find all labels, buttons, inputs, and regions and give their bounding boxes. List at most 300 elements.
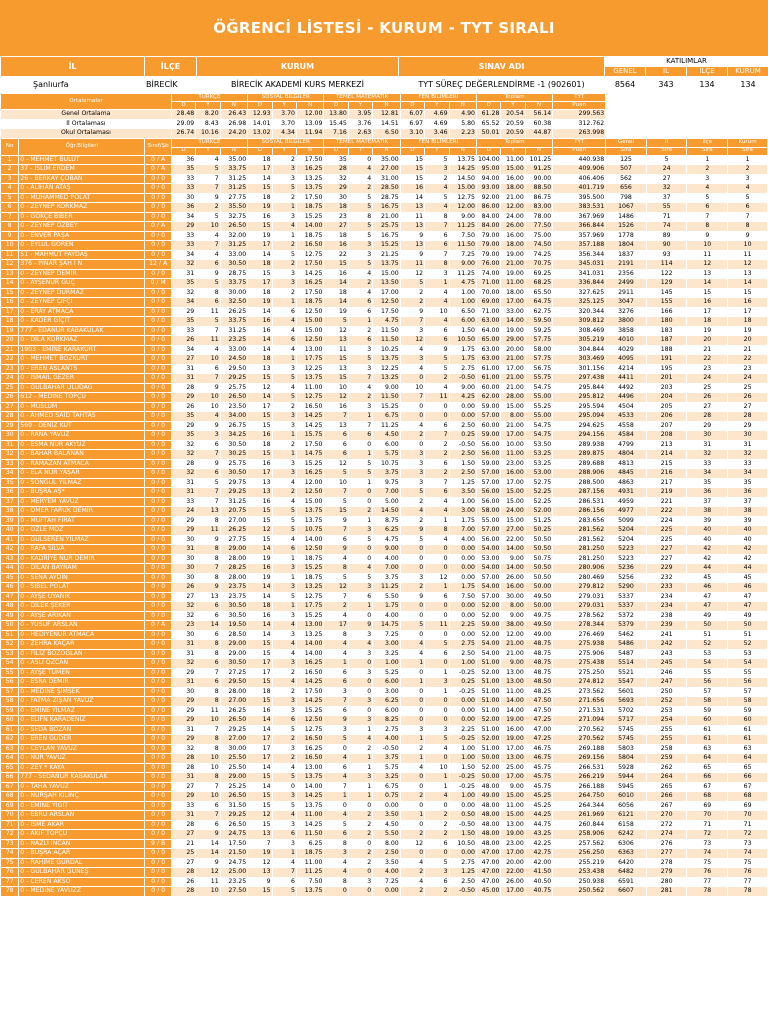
cell: 16 xyxy=(400,184,424,194)
table-row[interactable] xyxy=(1,450,768,460)
row-number: 11 xyxy=(1,250,19,260)
table-row[interactable] xyxy=(1,298,768,308)
cell: 11 xyxy=(425,393,449,403)
cell: 1.00 xyxy=(449,288,476,298)
rank-cell: 1804 xyxy=(606,241,647,251)
table-row[interactable] xyxy=(1,716,768,726)
cell: 8.00 xyxy=(501,602,525,612)
rank-cell: 238 xyxy=(646,611,687,621)
head-sira-2: Sıra xyxy=(687,147,728,155)
table-row[interactable] xyxy=(1,184,768,194)
average-value: 29.09 xyxy=(171,119,195,129)
cell: 6 xyxy=(196,364,220,374)
cell: 0 xyxy=(400,820,424,830)
table-row[interactable] xyxy=(1,488,768,498)
cell: 6 xyxy=(324,440,348,450)
cell: 29 xyxy=(171,792,195,802)
table-row[interactable] xyxy=(1,288,768,298)
cell: 6 xyxy=(196,260,220,270)
table-row[interactable] xyxy=(1,801,768,811)
rank-cell: 5223 xyxy=(606,554,647,564)
cell: 2.75 xyxy=(449,364,476,374)
table-row[interactable] xyxy=(1,706,768,716)
student-name: 0 - EYLÜL GÖREN xyxy=(19,241,145,251)
table-row[interactable] xyxy=(1,355,768,365)
cell: 2 xyxy=(425,830,449,840)
student-name: 0 - DİLEK ŞEKER xyxy=(19,602,145,612)
cell: 14.00 xyxy=(296,782,323,792)
row-number: 29 xyxy=(1,421,19,431)
cell: 15 xyxy=(248,450,272,460)
cell: 3 xyxy=(272,469,296,479)
table-row[interactable] xyxy=(1,393,768,403)
katilim-ilce-header: İLÇE xyxy=(687,67,728,77)
cell: 45.00 xyxy=(476,887,500,897)
cell: 13 xyxy=(324,364,348,374)
table-row[interactable] xyxy=(1,725,768,735)
table-row[interactable] xyxy=(1,545,768,555)
class-section: 0 / 0 xyxy=(145,725,171,735)
table-row[interactable] xyxy=(1,421,768,431)
table-row[interactable] xyxy=(1,630,768,640)
cell: 52.00 xyxy=(476,602,500,612)
cell: 5 xyxy=(272,184,296,194)
class-section: 0 / 0 xyxy=(145,288,171,298)
table-row[interactable] xyxy=(1,165,768,175)
table-row[interactable] xyxy=(1,269,768,279)
cell: 2.50 xyxy=(449,421,476,431)
table-row[interactable] xyxy=(1,516,768,526)
tyt-score: 297.438 xyxy=(553,374,606,384)
cell: 13 xyxy=(324,421,348,431)
cell: 1 xyxy=(348,782,372,792)
rank-cell: 227 xyxy=(646,545,687,555)
cell: 14.25 xyxy=(296,678,323,688)
rank-cell: 2356 xyxy=(606,269,647,279)
student-name: 0 - GÜLBAHAR ULUDAĞ xyxy=(19,383,145,393)
student-name: 0 - ALİHAN ATAŞ xyxy=(19,184,145,194)
table-row[interactable] xyxy=(1,364,768,374)
table-row[interactable] xyxy=(1,478,768,488)
tyt-score: 276.469 xyxy=(553,630,606,640)
cell: 0.00 xyxy=(449,849,476,859)
cell: 19 xyxy=(248,573,272,583)
cell: 15 xyxy=(324,260,348,270)
table-row[interactable] xyxy=(1,279,768,289)
tyt-score: 275.938 xyxy=(553,640,606,650)
rank-cell: 42 xyxy=(687,554,728,564)
cell: 4.00 xyxy=(373,735,400,745)
student-name: 0 - MEDİNE YAVUZZ xyxy=(19,887,145,897)
cell: 52.00 xyxy=(476,763,500,773)
table-row[interactable] xyxy=(1,849,768,859)
average-value: 11.94 xyxy=(296,129,323,139)
table-row[interactable] xyxy=(1,611,768,621)
cell: 3 xyxy=(425,165,449,175)
cell: 5 xyxy=(348,459,372,469)
average-value: 6.07 xyxy=(400,110,424,120)
tyt-score: 406.406 xyxy=(553,174,606,184)
table-row[interactable] xyxy=(1,212,768,222)
table-row[interactable] xyxy=(1,763,768,773)
class-section: 0 / 0 xyxy=(145,507,171,517)
rank-cell: 61 xyxy=(687,735,728,745)
rank-cell: 17 xyxy=(687,307,728,317)
table-row[interactable] xyxy=(1,193,768,203)
cell: 27.00 xyxy=(220,735,247,745)
rank-cell: 4 xyxy=(687,184,728,194)
rank-cell: 3 xyxy=(687,174,728,184)
cell: 33.75 xyxy=(220,165,247,175)
cell: 7 xyxy=(425,250,449,260)
rank-cell: 267 xyxy=(646,801,687,811)
cell: 8 xyxy=(196,773,220,783)
table-row[interactable] xyxy=(1,754,768,764)
rank-cell: 4029 xyxy=(606,345,647,355)
table-row[interactable] xyxy=(1,383,768,393)
cell: 17 xyxy=(248,744,272,754)
rank-cell: 6158 xyxy=(606,820,647,830)
cell: 8 xyxy=(324,630,348,640)
table-row[interactable] xyxy=(1,374,768,384)
cell: 9 xyxy=(400,231,424,241)
row-number: 16 xyxy=(1,298,19,308)
table-row[interactable] xyxy=(1,317,768,327)
tyt-score: 266.188 xyxy=(553,782,606,792)
table-row[interactable] xyxy=(1,877,768,887)
head-sira-0: Sıra xyxy=(606,147,647,155)
cell: 30.50 xyxy=(220,260,247,270)
cell: 31 xyxy=(171,374,195,384)
average-value: 3.70 xyxy=(272,119,296,129)
cell: 28 xyxy=(171,820,195,830)
average-value: 3.46 xyxy=(425,129,449,139)
table-row[interactable] xyxy=(1,773,768,783)
cell: 69.25 xyxy=(525,269,552,279)
table-row[interactable] xyxy=(1,345,768,355)
rank-cell: 56 xyxy=(687,678,728,688)
table-row[interactable] xyxy=(1,640,768,650)
average-value: 20.59 xyxy=(501,129,525,139)
table-row[interactable] xyxy=(1,820,768,830)
rank-cell: 26 xyxy=(728,393,768,403)
row-number: 71 xyxy=(1,820,19,830)
cell: 25.50 xyxy=(220,763,247,773)
cell: 8 xyxy=(324,839,348,849)
rank-cell: 69 xyxy=(728,801,768,811)
rank-cell: 2 xyxy=(728,165,768,175)
table-row[interactable] xyxy=(1,697,768,707)
cell: 3.75 xyxy=(373,573,400,583)
table-row[interactable] xyxy=(1,402,768,412)
head-dyn-0-1: Y xyxy=(196,147,220,155)
class-section: 0 / 0 xyxy=(145,782,171,792)
rank-cell: 26 xyxy=(687,393,728,403)
cell: 15.00 xyxy=(296,497,323,507)
cell: 0 xyxy=(348,488,372,498)
cell: 2 xyxy=(400,516,424,526)
cell: 52.00 xyxy=(476,611,500,621)
cell: 34 xyxy=(171,298,195,308)
rank-cell: 67 xyxy=(728,782,768,792)
tyt-score: 250.562 xyxy=(553,887,606,897)
table-row[interactable] xyxy=(1,440,768,450)
cell: 16 xyxy=(248,564,272,574)
rank-cell: 1067 xyxy=(606,203,647,213)
table-row[interactable] xyxy=(1,507,768,517)
cell: 19 xyxy=(248,231,272,241)
cell: 25.75 xyxy=(373,222,400,232)
rank-cell: 6306 xyxy=(606,839,647,849)
table-row[interactable] xyxy=(1,469,768,479)
table-row[interactable] xyxy=(1,621,768,631)
rank-cell: 5337 xyxy=(606,602,647,612)
table-row[interactable] xyxy=(1,174,768,184)
cell: 2.75 xyxy=(449,858,476,868)
avg-dyn-4-2: N xyxy=(525,102,552,110)
table-row[interactable] xyxy=(1,155,768,165)
rank-cell: 798 xyxy=(606,193,647,203)
table-row[interactable] xyxy=(1,868,768,878)
cell: 15.00 xyxy=(501,516,525,526)
cell: 6 xyxy=(425,241,449,251)
cell: 16.50 xyxy=(296,754,323,764)
table-row[interactable] xyxy=(1,307,768,317)
rank-cell: 37 xyxy=(728,497,768,507)
cell: 21.00 xyxy=(501,193,525,203)
cell: 0 xyxy=(400,801,424,811)
table-row[interactable] xyxy=(1,497,768,507)
cell: 50.00 xyxy=(525,602,552,612)
table-row[interactable] xyxy=(1,222,768,232)
table-row[interactable] xyxy=(1,887,768,897)
average-value: 13.80 xyxy=(324,110,348,120)
class-section: 0 / 0 xyxy=(145,241,171,251)
table-row[interactable] xyxy=(1,735,768,745)
cell: 32 xyxy=(171,469,195,479)
cell: 28.75 xyxy=(220,269,247,279)
rank-cell: 68 xyxy=(728,792,768,802)
rank-cell: 4214 xyxy=(606,364,647,374)
student-name: 0 - NURŞAH KILINÇ xyxy=(19,792,145,802)
table-row[interactable] xyxy=(1,592,768,602)
cell: 11 xyxy=(196,877,220,887)
table-row[interactable] xyxy=(1,412,768,422)
rank-cell: 225 xyxy=(646,526,687,536)
cell: 53.00 xyxy=(476,554,500,564)
class-section: 12 / A xyxy=(145,260,171,270)
kurum-header: KURUM xyxy=(197,57,399,77)
cell: 3 xyxy=(272,212,296,222)
cell: 4 xyxy=(196,345,220,355)
cell: 57.00 xyxy=(476,412,500,422)
rank-cell: 21 xyxy=(687,345,728,355)
cell: 7 xyxy=(324,526,348,536)
rank-cell: 274 xyxy=(646,830,687,840)
table-row[interactable] xyxy=(1,554,768,564)
cell: 52.00 xyxy=(476,735,500,745)
cell: 13.50 xyxy=(373,279,400,289)
cell: 0.00 xyxy=(449,412,476,422)
cell: 7.00 xyxy=(373,488,400,498)
cell: 22.00 xyxy=(501,535,525,545)
cell: 44.75 xyxy=(525,820,552,830)
rank-cell: 195 xyxy=(646,364,687,374)
student-name: 376 - PINAR ŞAH İ N xyxy=(19,260,145,270)
class-section: 0 / 0 xyxy=(145,592,171,602)
rank-cell: 47 xyxy=(687,592,728,602)
row-number: 39 xyxy=(1,516,19,526)
cell: 32.00 xyxy=(220,231,247,241)
cell: 1.00 xyxy=(449,298,476,308)
head-dyn-1-2: N xyxy=(296,147,323,155)
cell: 2 xyxy=(400,887,424,897)
cell: 53.25 xyxy=(525,450,552,460)
table-row[interactable] xyxy=(1,459,768,469)
cell: 3.25 xyxy=(373,649,400,659)
table-row[interactable] xyxy=(1,250,768,260)
cell: 0.75 xyxy=(373,792,400,802)
rank-cell: 5462 xyxy=(606,630,647,640)
cell: 4 xyxy=(272,763,296,773)
cell: 0 xyxy=(348,868,372,878)
table-row[interactable] xyxy=(1,336,768,346)
cell: 13 xyxy=(248,830,272,840)
rank-cell: 25 xyxy=(728,383,768,393)
cell: 23.75 xyxy=(220,583,247,593)
cell: 42.75 xyxy=(525,849,552,859)
table-row[interactable] xyxy=(1,203,768,213)
cell: 4 xyxy=(324,858,348,868)
class-section: 0 / A xyxy=(145,222,171,232)
cell: 15.00 xyxy=(449,184,476,194)
cell: 51.00 xyxy=(476,706,500,716)
table-row[interactable] xyxy=(1,830,768,840)
cell: 8 xyxy=(196,554,220,564)
cell: 12.50 xyxy=(296,545,323,555)
cell: 29.50 xyxy=(220,364,247,374)
rank-cell: 38 xyxy=(687,507,728,517)
cell: 15.25 xyxy=(296,611,323,621)
table-row[interactable] xyxy=(1,535,768,545)
cell: 15.25 xyxy=(373,402,400,412)
cell: 5 xyxy=(196,317,220,327)
tyt-score: 367.969 xyxy=(553,212,606,222)
head-group-turkce: TÜRKÇE xyxy=(171,138,247,147)
class-section: 0 / 0 xyxy=(145,203,171,213)
rank-cell: 125 xyxy=(606,155,647,165)
cell: 3 xyxy=(348,716,372,726)
table-row[interactable] xyxy=(1,231,768,241)
rank-cell: 74 xyxy=(646,222,687,232)
cell: 1 xyxy=(425,583,449,593)
cell: 11 xyxy=(196,336,220,346)
cell: 15 xyxy=(248,773,272,783)
average-value: 3.95 xyxy=(348,110,372,120)
rank-cell: 55 xyxy=(646,203,687,213)
table-row[interactable] xyxy=(1,678,768,688)
cell: 48.75 xyxy=(525,640,552,650)
table-row[interactable] xyxy=(1,583,768,593)
table-row[interactable] xyxy=(1,792,768,802)
cell: 6 xyxy=(272,545,296,555)
table-row[interactable] xyxy=(1,782,768,792)
cell: 13 xyxy=(324,336,348,346)
tyt-score: 253.438 xyxy=(553,868,606,878)
rank-cell: 45 xyxy=(728,573,768,583)
cell: 19.00 xyxy=(501,326,525,336)
cell: 31.50 xyxy=(220,801,247,811)
table-row[interactable] xyxy=(1,659,768,669)
table-row[interactable] xyxy=(1,811,768,821)
cell: 22.00 xyxy=(501,868,525,878)
table-row[interactable] xyxy=(1,602,768,612)
cell: 14 xyxy=(248,782,272,792)
class-section: 0 / 0 xyxy=(145,364,171,374)
table-row[interactable] xyxy=(1,573,768,583)
cell: 10 xyxy=(196,355,220,365)
cell: 0 xyxy=(400,602,424,612)
katilim-kurum-value: 134 xyxy=(728,77,768,93)
table-row[interactable] xyxy=(1,564,768,574)
cell: 7.00 xyxy=(449,526,476,536)
cell: 11.00 xyxy=(501,801,525,811)
table-row[interactable] xyxy=(1,668,768,678)
table-row[interactable] xyxy=(1,649,768,659)
cell: 28 xyxy=(324,165,348,175)
cell: 57.00 xyxy=(476,526,500,536)
cell: 50.00 xyxy=(476,754,500,764)
row-number: 15 xyxy=(1,288,19,298)
cell: -0.25 xyxy=(449,782,476,792)
table-row[interactable] xyxy=(1,744,768,754)
cell: 8 xyxy=(196,735,220,745)
cell: 26.00 xyxy=(501,222,525,232)
table-row[interactable] xyxy=(1,858,768,868)
cell: 18.00 xyxy=(501,184,525,194)
tyt-score: 294.625 xyxy=(553,421,606,431)
table-row[interactable] xyxy=(1,241,768,251)
cell: 11.00 xyxy=(501,687,525,697)
cell: 6 xyxy=(272,877,296,887)
cell: 4 xyxy=(324,773,348,783)
cell: 17.50 xyxy=(296,193,323,203)
cell: 0.00 xyxy=(449,402,476,412)
cell: 4 xyxy=(272,640,296,650)
table-row[interactable] xyxy=(1,431,768,441)
table-row[interactable] xyxy=(1,326,768,336)
cell: 15.00 xyxy=(296,326,323,336)
cell: 0 xyxy=(348,497,372,507)
student-name: 0 - MERYEM YAVUZ xyxy=(19,497,145,507)
table-row[interactable] xyxy=(1,839,768,849)
cell: 9 xyxy=(324,545,348,555)
table-row[interactable] xyxy=(1,526,768,536)
table-row[interactable] xyxy=(1,260,768,270)
cell: 4 xyxy=(324,754,348,764)
rank-cell: 233 xyxy=(646,583,687,593)
cell: 0 xyxy=(348,554,372,564)
cell: 2 xyxy=(348,184,372,194)
cell: 104.00 xyxy=(477,155,500,163)
row-number: 52 xyxy=(1,640,19,650)
table-row[interactable] xyxy=(1,687,768,697)
rank-cell: 50 xyxy=(728,621,768,631)
student-name: 0 - MUHAMMED POLAT xyxy=(19,193,145,203)
student-name: 0 - ESMA NUR AKYÜZ xyxy=(19,440,145,450)
rank-cell: 5099 xyxy=(606,516,647,526)
cell: 10.50 xyxy=(449,336,476,346)
